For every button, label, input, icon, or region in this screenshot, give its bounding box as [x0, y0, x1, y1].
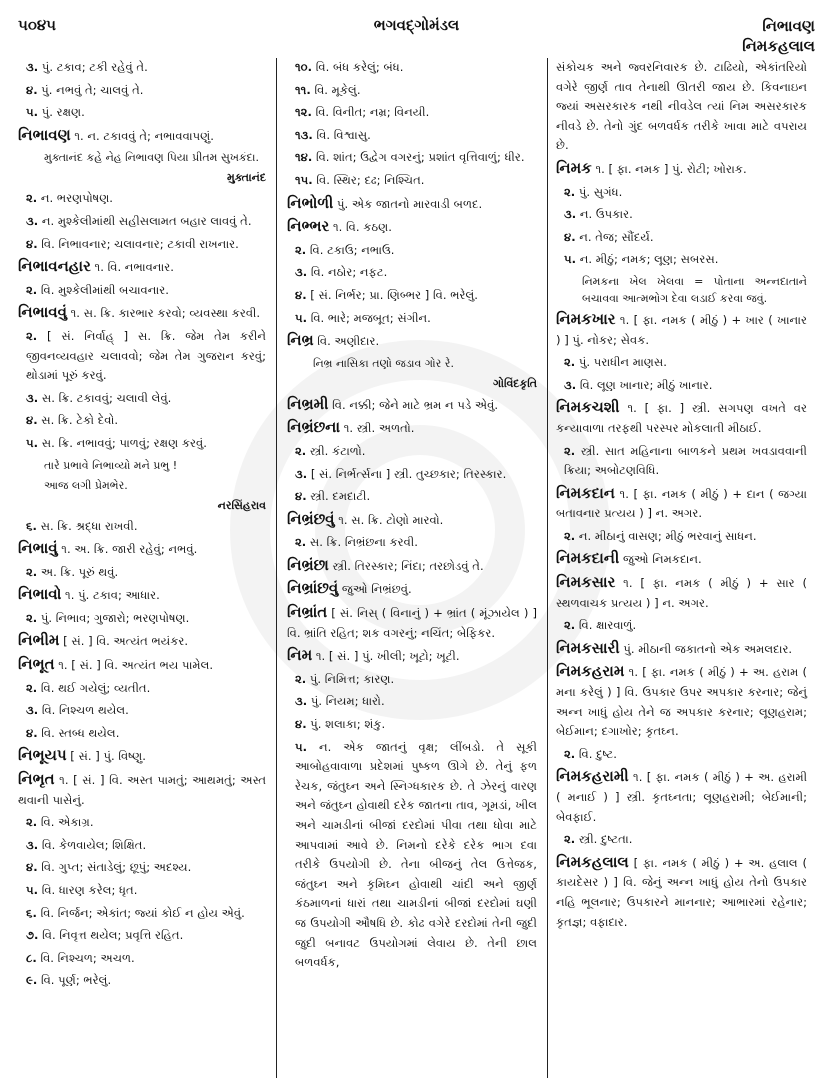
sense-definition: સ. ક્રિ. નભાવવું; પાળવું; રક્ષણ કરવું.	[41, 435, 207, 450]
sense-item	[556, 830, 807, 850]
headword: નિભોળી	[287, 193, 334, 212]
sense-number: ૧૫.	[295, 172, 313, 187]
sense-definition: વિ. બંધ કરેલું; બંધ.	[315, 60, 404, 74]
sense-definition: વિ. એકાગ્ર.	[40, 815, 94, 830]
headword: નિભૃત	[18, 770, 55, 789]
headword: નિભ્રમી	[287, 394, 329, 413]
sense-number: ૨.	[26, 282, 38, 297]
sense-number: ૨.	[564, 443, 576, 458]
sense-item	[18, 881, 266, 901]
dictionary-entry	[287, 395, 537, 416]
page-header	[18, 16, 815, 56]
sense-number: ૨.	[26, 328, 38, 343]
sense-definition: વિ. ધારણ કરેલ; ધૃત.	[41, 883, 138, 897]
column-right	[548, 58, 817, 1078]
sense-definition: ન. એક જાતનું વૃક્ષ; લીંબડો. તે સૂકી આબોહવાવાળા પ્રદેશમાં પુષ્કળ ઊગે છે. તેનું ફળ રેચક, જંતુઘ્ન અને સ્નિગ્ધકારક છે. તે ઝેરનું વારણ અને જંતુઘ્ન હોવાથી દરેક જાતના તાવ, ગૂમડાં, ખીલ અને ચામડીનાં બીજાં દરદોમાં પીવા તથા ધોવા માટે આપવામાં આવે છે. નિમનો દરેકે દરેક ભાગ દવા તરીકે ઉપયોગી છે. તેના બીજનું તેલ ઉત્તેજક, જંતુઘ્ન અને કૃમિઘ્ન હોવાથી ચાંદી અને જીર્ણ કંઠમાળનાં ધારાં તથા ચામડીનાં બીજાં દરદોમાં ઘણી જ ઉપયોગી ઔષધિ છે. કોઢ વગેરે દરદોમાં તેની જુદી જુદી બનાવટ ઉપયોગમાં લેવાય છે. તેની છાલ બળવર્ધક,	[295, 739, 537, 970]
sense-number: ૪.	[26, 82, 38, 97]
headword: નિભ્રંછવું	[287, 509, 335, 528]
sense-number: ૩.	[26, 213, 39, 228]
sense-item	[287, 263, 537, 283]
definition: સ્ત્રી. તિરસ્કાર; નિંદા; તરછોડવું તે.	[332, 558, 484, 573]
dictionary-entry	[287, 646, 537, 667]
sense-number: ૨.	[564, 746, 576, 761]
dictionary-entry	[18, 539, 266, 560]
sense-definition: પું. પરાધીન માણસ.	[578, 355, 667, 370]
sense-number: ૩.	[26, 60, 39, 74]
sense-item	[287, 58, 537, 78]
sense-number: ૪.	[564, 229, 576, 244]
sense-number: ૩.	[564, 207, 577, 222]
sense-item	[18, 724, 266, 744]
sense-definition: વિ. નિશ્ચળ થયેલ.	[41, 703, 129, 718]
sense-definition: વિ. ટકાઉ; નભાઉ.	[309, 242, 395, 257]
headword: નિભીમ	[18, 631, 60, 650]
definition: ૧. [ ફા. ] સ્ત્રી. સગપણ વખતે વર કન્યાવાળા તરફથી પરસ્પર મોકલાતી મીઠાઈ.	[556, 401, 807, 435]
sense-item	[18, 389, 266, 409]
sense-item	[287, 309, 537, 329]
sense-item	[18, 327, 266, 386]
dictionary-entry	[556, 573, 807, 613]
sense-definition: સ. ક્રિ. ટેકો દેવો.	[41, 413, 119, 428]
sense-definition: વિ. વિનીત; નમ્ર; વિનયી.	[315, 105, 430, 120]
definition: ૧. [ સં. ] વિ. અત્યંત ભય પામેલ.	[58, 658, 214, 673]
definition: જુઓ નિમકદાન.	[622, 552, 702, 567]
sense-definition: વિ. ગુપ્ત; સંતાડેલું; છૂપું; અદશ્ય.	[41, 860, 192, 875]
sense-number: ૩.	[295, 466, 308, 481]
definition: ૧. અ. ક્રિ. જારી રહેવું; નભવું.	[61, 542, 198, 557]
dictionary-entry	[287, 579, 537, 600]
headword: નિભાવું	[18, 539, 58, 558]
dictionary-entry	[556, 484, 807, 524]
definition: ૧. વિ. કઠણ.	[332, 220, 392, 235]
sense-definition: ન. તેજ; સૌંદર્ય.	[579, 229, 654, 244]
sense-number: ૭.	[26, 928, 39, 943]
dictionary-entry	[18, 655, 266, 676]
column-middle	[276, 58, 548, 1078]
headword: નિભાવવું	[18, 303, 67, 322]
sense-definition: વિ. મૂકેલું.	[314, 82, 361, 97]
sense-number: ૫.	[26, 105, 39, 120]
sense-definition: [ સં. નિર્ભર; પ્રા. ણિબ્ભર ] વિ. ભરેલું.	[310, 287, 478, 302]
sense-number: ૯.	[26, 973, 38, 988]
sense-definition: વિ. પૂર્ણ; ભરેલું.	[40, 973, 112, 988]
sense-item	[18, 679, 266, 699]
definition: પું. એક જાતનો મારવાડી બળદ.	[337, 196, 483, 211]
sense-number: ૩.	[26, 390, 39, 405]
dictionary-entry	[556, 639, 807, 660]
definition: ૧. સ. ક્રિ. ટોણો મારવો.	[338, 512, 444, 527]
dictionary-entry	[556, 398, 807, 438]
definition: ૧. ન. ટકાવવું તે; નભાવવાપણું.	[74, 128, 214, 143]
sense-number: ૪.	[295, 489, 307, 504]
sense-definition: વિ. ભારે; મજબૂત; સંગીન.	[310, 310, 431, 325]
sense-item	[18, 926, 266, 946]
sense-definition: વિ. નિશ્ચળ; અચળ.	[40, 950, 135, 965]
sense-item	[556, 228, 807, 248]
sense-number: ૨.	[26, 680, 38, 695]
sense-item	[287, 465, 537, 485]
sense-item	[287, 286, 537, 306]
definition: વિ. નક્કી; જેને માટે ભ્રમ ન પડે એવું.	[332, 397, 499, 412]
dictionary-entry	[556, 310, 807, 350]
headword: નિભાવનહાર	[18, 257, 91, 276]
dictionary-entry	[18, 585, 266, 606]
sense-number: ૪.	[26, 725, 38, 740]
sense-number: ૪.	[295, 287, 307, 302]
sense-number: ૧૨.	[295, 105, 312, 120]
dictionary-entry	[18, 126, 266, 147]
sense-item	[556, 353, 807, 373]
headword: નિમકદાની	[556, 549, 620, 568]
sense-definition: વિ. સ્તબ્ધ થયેલ.	[41, 725, 120, 740]
citation-quote: મુક્તાનંદ કહે નેહ નિભાવણ પિયા પ્રીતમ સુખકંદા.	[44, 151, 259, 165]
sense-number: ૬.	[26, 905, 37, 920]
sense-definition: પું. નિમિત્ત; કારણ.	[309, 671, 395, 686]
sense-number: ૪.	[26, 236, 38, 251]
dictionary-entry	[287, 217, 537, 238]
sense-item	[556, 616, 807, 636]
sense-item	[18, 858, 266, 878]
headword: નિમકહલાલ	[556, 852, 629, 871]
definition: ૧. [ ફા. નમક ( મીઠું ) + ખાર ( ખાનાર ) ] પું. નોકર; સેવક.	[556, 312, 808, 347]
sense-number: ૧૧.	[295, 82, 311, 97]
guide-words	[742, 16, 815, 56]
sense-item	[556, 442, 807, 481]
sense-definition: વિ. નઠોર; નફટ.	[310, 265, 388, 280]
sense-definition: સ. ક્રિ. ટકાવવું; ચલાવી લેવું.	[41, 390, 172, 405]
citation-quote: આજ લગી પ્રેમભેર.	[44, 478, 128, 492]
headword: નિમકહરામ	[556, 662, 625, 681]
definition: ૧. [ સં. ] વિ. અસ્ત પામતું; આથમતું; અસ્ત થવાની પાસેનું.	[18, 773, 267, 807]
headword: નિમકચશી	[556, 398, 620, 417]
sense-item	[287, 126, 537, 146]
dictionary-entry	[287, 418, 537, 439]
sense-number: ૨.	[295, 535, 307, 550]
sense-number: ૫.	[564, 252, 577, 267]
sense-definition: વિ. શાંત; ઉદ્વેગ વગરનું; પ્રશાંત વૃત્તિવાળું; ધીર.	[315, 150, 525, 165]
sense-definition: પું. ટકાવ; ટકી રહેવું તે.	[41, 60, 148, 74]
sense-item	[18, 701, 266, 721]
sense-definition: પું. શલાકા; શંકુ.	[310, 717, 386, 732]
definition: ૧. વિ. નભાવનાર.	[94, 260, 174, 275]
sense-definition: ન. મુશ્કેલીમાંથી સહીસલામત બહાર લાવવું તે.	[41, 213, 252, 228]
sense-item	[287, 442, 537, 462]
sense-definition: વિ. વિશ્વાસુ.	[316, 127, 371, 142]
sense-number: ૨.	[564, 528, 576, 543]
continued-text: સંકોચક અને જ્વરનિવારક છે. ટાઢિયો, એકાંતરિયો વગેરે જીર્ણ તાવ તેનાથી ઊતરી જાય છે. કિવનાઇન જ્યાં અસરકારક નથી નીવડેલ ત્યાં નિમ અસરકારક નીવડે છે. તેનો ગુંદ બળવર્ધક તરીકે ખાવા માટે વપરાય છે.	[556, 60, 807, 153]
sense-number: ૩.	[295, 265, 308, 280]
sense-item	[18, 411, 266, 431]
sense-item	[287, 171, 537, 191]
headword: નિભ્રાંત	[287, 603, 328, 622]
sense-number: ૫.	[26, 883, 39, 897]
sense-number: ૨.	[26, 610, 38, 625]
sense-number: ૨.	[26, 191, 38, 206]
definition: ૧. સ. ક્રિ. કારભાર કરવો; વ્યવસ્થા કરવી.	[70, 306, 261, 321]
definition: વિ. અણીદાર.	[317, 334, 380, 349]
sense-number: ૩.	[564, 377, 577, 392]
dictionary-entry	[556, 549, 807, 570]
definition: ૧. પું. ટકાવ; આધાર.	[65, 588, 160, 603]
definition: ૧. [ ફા. નમક ( મીઠું ) + અ. હરામી ( મનાઈ ) ] સ્ત્રી. કૃતઘ્નતા; લૂણહરામી; બેઈમાની; બેવફાઈ.	[556, 770, 808, 824]
sense-number: ૪.	[26, 860, 38, 875]
sense-item	[18, 517, 266, 537]
sense-number: ૧૪.	[295, 150, 313, 165]
definition: ૧. [ ફા. નમક ( મીઠું ) + અ. હરામ ( મના કરેલું ) ] વિ. ઉપકાર ઉપર અપકાર કરનાર; જેનું અન્ન ખાધું હોય તેને જ અપકાર કરનાર; લૂણહરામ; બેઈમાન; દગાખોર; કૃતઘ્ન.	[556, 665, 807, 739]
headword: નિમક	[556, 158, 592, 177]
sense-item	[18, 235, 266, 255]
sense-item	[18, 836, 266, 856]
sense-item	[18, 189, 266, 209]
headword: નિભાવો	[18, 585, 62, 604]
sense-item	[556, 205, 807, 225]
sense-definition: ન. મીઠું; નમક; લૂણ; સબરસ.	[579, 252, 719, 267]
dictionary-columns	[18, 58, 817, 1078]
dictionary-entry	[18, 770, 266, 810]
sense-definition: પું. નિભાવ; ગુજારો; ભરણપોષણ.	[40, 610, 190, 625]
sense-item	[287, 670, 537, 690]
definition: ૧. સ્ત્રી. અળતો.	[343, 421, 415, 436]
guide-word-bottom: નિમકહલાલ	[742, 37, 815, 55]
sense-item	[556, 250, 807, 270]
sense-number: ૪.	[295, 717, 307, 732]
headword: નિમકહરામી	[556, 767, 629, 786]
sense-item	[287, 738, 537, 973]
sense-item	[18, 971, 266, 991]
sense-definition: વિ. નિવૃત્ત થયેલ; પ્રવૃત્તિ રહિત.	[42, 928, 184, 943]
sense-definition: વિ. મુશ્કેલીમાંથી બચાવનાર.	[40, 282, 169, 297]
sense-number: ૮.	[26, 950, 37, 965]
sense-definition: અ. ક્રિ. પૂરું થવું.	[40, 564, 119, 579]
sense-definition: ન. મીઠાનું વાસણ; મીઠું ભરવાનું સાધન.	[578, 528, 757, 543]
dictionary-entry	[18, 257, 266, 278]
dictionary-entry	[556, 853, 807, 932]
sense-item	[556, 527, 807, 547]
sense-number: ૨.	[564, 184, 576, 199]
dictionary-entry	[18, 746, 266, 767]
sense-number: ૫.	[295, 739, 308, 754]
sense-item	[556, 183, 807, 203]
definition: [ ફા. નમક ( મીઠું ) + અ. હલાલ ( કાયદેસર ) ] વિ. જેનું અન્ન ખાધું હોય તેનો ઉપકાર નહિ ભૂલનાર; ઉપકારને માનનાર; આભારમાં રહેનાર; કૃતજ્ઞ; વફાદાર.	[556, 855, 807, 929]
sense-number: ૩.	[26, 703, 39, 718]
sense-definition: વિ. સ્થિર; દઢ; નિશ્ચિત.	[316, 172, 425, 187]
dictionary-entry	[556, 767, 807, 827]
sense-item	[18, 434, 266, 454]
definition: ૧. [ ફા. નમક ] પું. રોટી; ખોરાક.	[595, 161, 747, 176]
sense-definition: વિ. થઈ ગયેલું; વ્યતીત.	[40, 680, 151, 695]
headword: નિભાવણ	[18, 125, 71, 144]
sense-definition: [ સં. નિર્ભર્ત્સના ] સ્ત્રી. તુચ્છકાર; તિરસ્કાર.	[310, 466, 507, 481]
sense-definition: પું. નભવું તે; ચાલવું તે.	[41, 82, 144, 97]
page-number: ૫૦૪૫	[18, 16, 57, 34]
headword: નિમકખાર	[556, 309, 616, 328]
sense-definition: [ સં. નિર્વાહ્ ] સ. ક્રિ. જેમ તેમ કરીને જીવનવ્યવહાર ચલાવવો; જેમ તેમ ગુજરાન કરવું; થોડામાં પૂરું કરવું.	[26, 328, 266, 383]
definition: ૧. [ ફા. નમક ( મીઠું ) + સાર ( સ્થળવાચક પ્રત્યય ) ] ન. અગર.	[556, 576, 807, 610]
sense-number: ૧૩.	[295, 127, 313, 142]
headword: નિભૂત	[18, 655, 55, 674]
sense-number: ૬.	[26, 518, 37, 533]
book-title: ભગવદ્ગોમંડલ	[373, 16, 460, 34]
column-left	[18, 58, 276, 1078]
sense-number: ૨.	[26, 564, 38, 579]
sense-item	[18, 58, 266, 78]
sense-item	[287, 103, 537, 123]
sense-number: ૨.	[564, 355, 576, 370]
sense-item	[287, 487, 537, 507]
headword: નિભ્રાંછવું	[287, 579, 339, 598]
sense-number: ૨.	[26, 815, 38, 830]
dictionary-entry	[287, 556, 537, 577]
sense-number: ૫.	[26, 435, 39, 450]
headword: નિમકસાર	[556, 573, 616, 592]
headword: નિમકસારી	[556, 638, 620, 657]
sense-item	[18, 212, 266, 232]
definition: [ સં. નિસ્ ( વિનાનું ) + ભ્રાંત ( મૂંઝાયેલ ) ] વિ. ભ્રાંતિ રહિત; શક વગરનું; નચિંત; બેફિકર.	[287, 606, 537, 640]
sense-definition: વિ. લૂણ ખાનાર; મીઠું ખાનાર.	[579, 377, 713, 392]
headword: નિભ્રંછના	[287, 418, 341, 437]
sense-definition: સ્ત્રી. સાત મહિનાના બાળકને પ્રથમ ખવડાવવાની ક્રિયા; અબોટણવિધિ.	[564, 443, 807, 478]
sense-number: ૨.	[564, 832, 576, 847]
sense-definition: ન. ઉપકાર.	[579, 207, 633, 222]
sense-definition: વિ. નિર્જન; એકાંત; જ્યાં કોઈ ન હોય એવું.	[40, 905, 245, 920]
sense-item	[18, 103, 266, 123]
sense-definition: સ. ક્રિ. શ્રદ્ધા રાખવી.	[40, 518, 138, 533]
sense-item	[18, 813, 266, 833]
citation-author: નરસિંહરાવ	[217, 498, 266, 512]
headword: નિભ્ભર	[287, 217, 330, 236]
citation-author: ગોવિંદકૃતિ	[493, 376, 537, 390]
sense-definition: પું. રક્ષણ.	[41, 105, 85, 120]
sense-number: ૨.	[295, 242, 307, 257]
citation-author: મુક્તાનંદ	[226, 171, 266, 185]
dictionary-entry	[287, 331, 537, 352]
sense-item	[18, 81, 266, 101]
dictionary-entry	[18, 303, 266, 324]
citation-quote: તારે પ્રભાવે નિભાવ્યો મને પ્રભુ !	[44, 458, 178, 472]
sense-number: ૩.	[295, 694, 308, 709]
sense-definition: વિ. કેળવાયેલ; શિક્ષિત.	[41, 837, 147, 852]
dictionary-entry	[18, 631, 266, 652]
sense-definition: સ્ત્રી. દુષ્ટતા.	[578, 832, 633, 847]
dictionary-entry	[556, 662, 807, 741]
definition: ૧. [ સં. ] પું. ખીલી; ખૂટો; ખૂટી.	[315, 649, 460, 664]
dictionary-entry	[287, 510, 537, 531]
sense-item	[287, 148, 537, 168]
sense-item	[287, 241, 537, 261]
sense-definition: પું. સુગંધ.	[578, 184, 623, 199]
sense-number: ૨.	[295, 671, 307, 686]
sense-definition: વિ. દુષ્ટ.	[578, 746, 617, 761]
sense-item	[287, 692, 537, 712]
definition: પું. મીઠાની જકાતનો એક અમલદાર.	[623, 641, 793, 656]
headword: નિમ	[287, 646, 313, 665]
sense-number: ૪.	[26, 413, 38, 428]
headword: નિભૂયપ	[18, 746, 67, 765]
dictionary-entry	[287, 603, 537, 643]
sense-item	[18, 949, 266, 969]
sense-item	[287, 81, 537, 101]
sense-definition: સ્ત્રી. દમદાટી.	[310, 489, 371, 504]
dictionary-entry	[287, 194, 537, 215]
sense-definition: સ્ત્રી. કંટાળો.	[309, 443, 366, 458]
sense-item	[18, 563, 266, 583]
sense-item	[18, 609, 266, 629]
headword: નિમકદાન	[556, 483, 615, 502]
sense-item	[556, 376, 807, 396]
sense-item	[556, 745, 807, 765]
sense-number: ૩.	[26, 837, 39, 852]
sense-number: ૨.	[295, 443, 307, 458]
sense-number: ૧૦.	[295, 60, 313, 74]
sense-definition: વિ. નિભાવનાર; ચલાવનાર; ટકાવી રાખનાર.	[41, 236, 239, 251]
sense-number: ૨.	[564, 618, 576, 633]
sense-item	[287, 715, 537, 735]
guide-word-top: નિભાવણ	[762, 17, 815, 35]
citation-quote: નિભ્ર નાસિકા તણો જડાવ ગોર રે.	[313, 356, 454, 370]
headword: નિભ્ર	[287, 331, 314, 350]
citation-quote: નિમકના ખેલ ખેલવા = પોતાના અન્નદાતાને બચાવવા આત્મભોગ દેવા લડાઈ કરવા જવું.	[582, 274, 807, 305]
definition: [ સં. ] પું. વિષ્ણુ.	[70, 749, 146, 764]
sense-definition: પું. નિયમ; ધારો.	[310, 694, 385, 709]
definition: જુઓ નિભ્રંછવું.	[341, 582, 412, 597]
sense-definition: વિ. ક્ષારવાળું.	[578, 618, 637, 633]
definition: [ સં. ] વિ. અત્યંત ભયંકર.	[63, 634, 189, 649]
sense-item	[18, 281, 266, 301]
dictionary-entry	[556, 159, 807, 180]
sense-definition: ન. ભરણપોષણ.	[40, 191, 113, 206]
headword: નિભ્રંછા	[287, 555, 329, 574]
sense-item	[18, 904, 266, 924]
sense-number: ૫.	[295, 310, 308, 325]
sense-definition: સ. ક્રિ. નિભ્રંછના કરવી.	[309, 535, 418, 550]
definition: ૧. [ ફા. નમક ( મીઠું ) + દાન ( જગ્યા બતાવનાર પ્રત્યય ) ] ન. અગર.	[556, 486, 807, 521]
sense-item	[287, 533, 537, 553]
